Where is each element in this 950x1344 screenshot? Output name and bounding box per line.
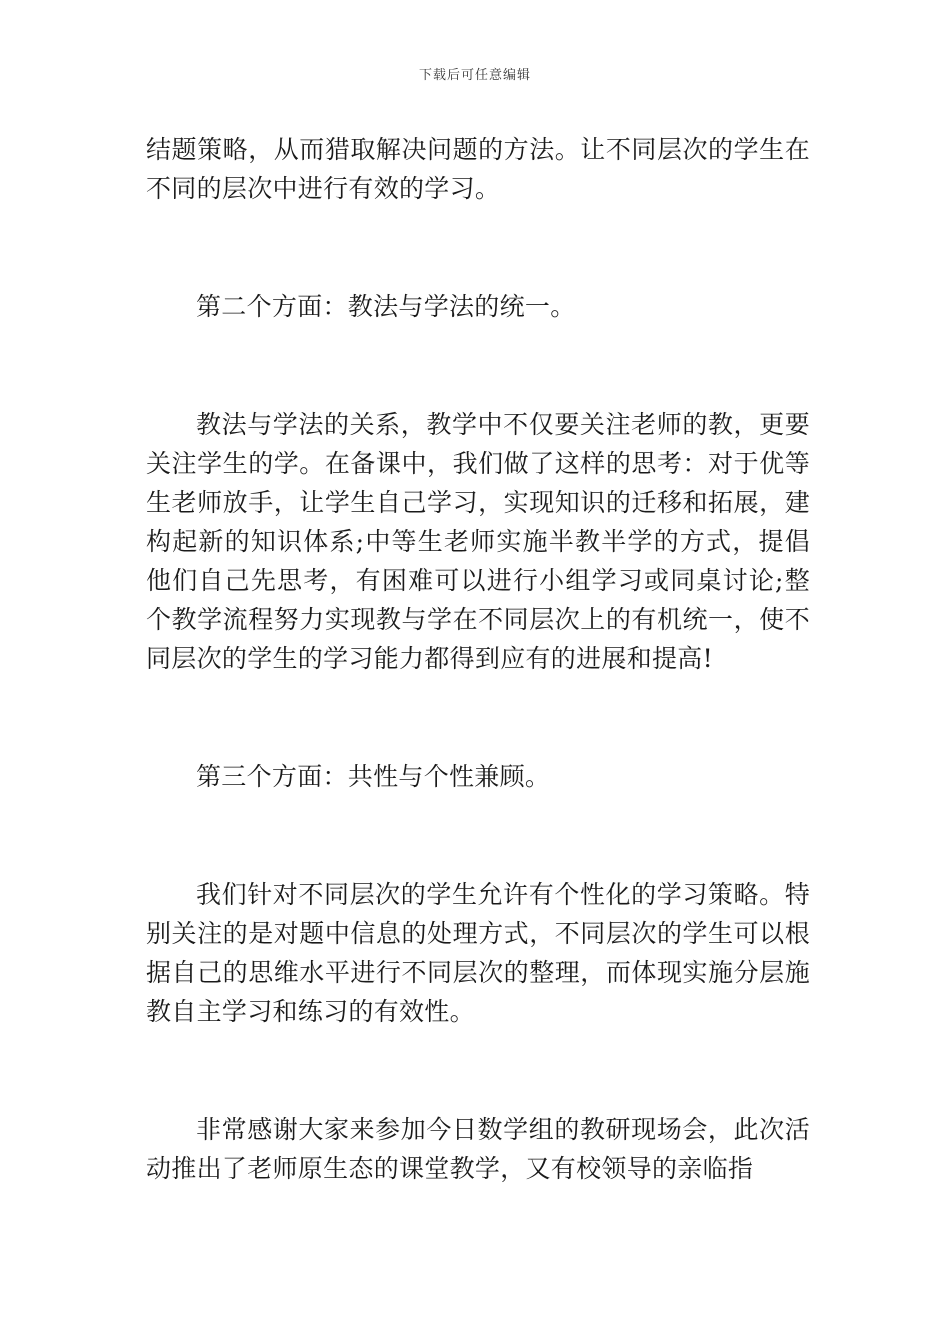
paragraph-gap xyxy=(146,1031,810,1110)
paragraph-5: 我们针对不同层次的学生允许有个性化的学习策略。特别关注的是对题中信息的处理方式，不同层次的学生可以根据自己的思维水平进行不同层次的整理，而体现实施分层施教自主学习和练习的有效性。 xyxy=(146,880,810,1026)
paragraph-2-heading: 第二个方面：教法与学法的统一。 xyxy=(196,292,576,321)
paragraph-gap xyxy=(146,678,810,757)
paragraph-6: 非常感谢大家来参加今日数学组的教研现场会，此次活动推出了老师原生态的课堂教学，又有校领导的亲临指 xyxy=(146,1115,810,1183)
paragraph-3: 教法与学法的关系，教学中不仅要关注老师的教，更要关注学生的学。在备课中，我们做了这样的思考：对于优等生老师放手，让学生自己学习，实现知识的迁移和拓展，建构起新的知识体系;中等生老师实施半教半学的方式，提倡他们自己先思考，有困难可以进行小组学习或同桌讨论;整个教学流程努力实现教与学在不同层次上的有机统一，使不同层次的学生的学习能力都得到应有的进展和提高! xyxy=(146,410,810,673)
document-body xyxy=(146,130,810,1188)
page-header-note: 下载后可任意编辑 xyxy=(418,68,531,83)
paragraph-gap xyxy=(146,326,810,405)
paragraph-gap xyxy=(146,796,810,875)
paragraph-1: 结题策略，从而猎取解决问题的方法。让不同层次的学生在不同的层次中进行有效的学习。 xyxy=(146,135,810,203)
paragraph-4-heading: 第三个方面：共性与个性兼顾。 xyxy=(196,762,551,791)
paragraph-gap xyxy=(146,208,810,287)
